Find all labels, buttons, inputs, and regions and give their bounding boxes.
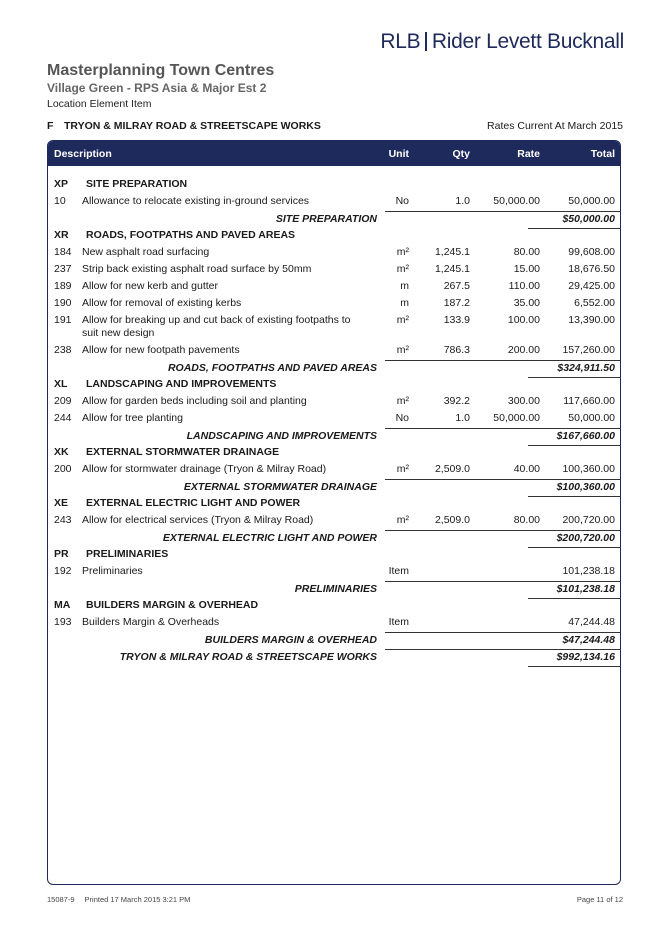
item-code: 189 (54, 280, 72, 292)
page-footer (47, 895, 623, 904)
subtotal-rule (528, 530, 621, 531)
subtotal-rule (528, 211, 621, 212)
location-heading: Location Element Item (47, 98, 152, 110)
group-title: LANDSCAPING AND IMPROVEMENTS (86, 378, 277, 390)
group-code: XP (54, 178, 69, 190)
item-unit: m² (396, 314, 409, 326)
subtotal-label: EXTERNAL ELECTRIC LIGHT AND POWER (162, 532, 377, 544)
item-code: 244 (54, 412, 72, 424)
item-code: 193 (54, 616, 72, 628)
group-code: XL (54, 378, 68, 390)
item-total: 29,425.00 (568, 280, 615, 292)
subtotal-value: $167,660.00 (556, 430, 615, 442)
subtotal-underline (528, 445, 621, 446)
grand-total-underline (528, 666, 621, 667)
item-unit: No (395, 195, 409, 207)
item-total: 101,238.18 (562, 565, 615, 577)
item-unit: m (400, 280, 409, 292)
subtotal-rule (528, 632, 621, 633)
section-code: F (47, 120, 54, 132)
group-title: SITE PREPARATION (86, 178, 188, 190)
item-total: 50,000.00 (568, 195, 615, 207)
item-description-line2: suit new design (82, 327, 155, 339)
item-rate: 35.00 (513, 297, 540, 309)
item-code: 191 (54, 314, 72, 326)
col-qty: Qty (452, 148, 470, 160)
item-description: Allow for new kerb and gutter (82, 280, 218, 292)
subtotal-rule (528, 360, 621, 361)
subtotal-value: $324,911.50 (557, 362, 615, 374)
subtotal-value: $101,238.18 (556, 583, 615, 595)
col-description: Description (54, 148, 112, 160)
item-unit: m (400, 297, 409, 309)
section-title: TRYON & MILRAY ROAD & STREETSCAPE WORKS (64, 120, 321, 132)
item-rate: 40.00 (513, 463, 540, 475)
footer-page: Page 11 of 12 (576, 895, 623, 904)
item-description: Allow for electrical services (Tryon & Milray Road) (82, 514, 314, 526)
item-unit: Item (388, 565, 409, 577)
item-code: 200 (54, 463, 72, 475)
item-unit: Item (388, 616, 409, 628)
col-rate: Rate (517, 148, 540, 160)
footer-printed: Printed 17 March 2015 3:21 PM (84, 895, 191, 904)
item-qty: 1,245.1 (434, 246, 470, 258)
item-description: Allowance to relocate existing in-ground services (82, 195, 310, 207)
item-unit: m² (396, 246, 409, 258)
item-total: 13,390.00 (568, 314, 615, 326)
item-qty: 187.2 (443, 297, 470, 309)
document-title: Masterplanning Town Centres (47, 62, 275, 79)
item-rate: 50,000.00 (493, 195, 540, 207)
item-rate: 100.00 (507, 314, 540, 326)
subtotal-label: LANDSCAPING AND IMPROVEMENTS (186, 430, 377, 442)
item-description: Strip back existing asphalt road surface by 50mm (82, 263, 312, 275)
item-total: 99,608.00 (568, 246, 615, 258)
item-rate: 15.00 (513, 263, 540, 275)
item-total: 47,244.48 (568, 616, 615, 628)
subtotal-label: SITE PREPARATION (275, 213, 377, 225)
item-qty: 267.5 (443, 280, 470, 292)
subtotal-rule (528, 428, 621, 429)
cost-table (47, 140, 621, 885)
item-code: 184 (54, 246, 72, 258)
item-code: 192 (54, 565, 72, 577)
subtotal-rule (528, 581, 621, 582)
item-rate: 50,000.00 (493, 412, 540, 424)
group-code: XE (54, 497, 69, 509)
item-code: 238 (54, 344, 72, 356)
grand-total-label: TRYON & MILRAY ROAD & STREETSCAPE WORKS (119, 651, 377, 663)
item-qty: 2,509.0 (434, 463, 470, 475)
subtotal-underline (528, 228, 621, 229)
rates-current: Rates Current At March 2015 (487, 120, 623, 132)
item-description: New asphalt road surfacing (82, 246, 210, 258)
item-qty: 1.0 (455, 412, 470, 424)
subtotal-label: PRELIMINARIES (294, 583, 377, 595)
subtotal-value: $100,360.00 (556, 481, 615, 493)
subtotal-underline (528, 496, 621, 497)
group-title: PRELIMINARIES (86, 548, 169, 560)
item-total: 100,360.00 (562, 463, 615, 475)
item-rate: 80.00 (513, 246, 540, 258)
section-heading (47, 120, 623, 132)
table-header (48, 141, 620, 166)
item-total: 200,720.00 (562, 514, 615, 526)
item-qty: 1,245.1 (434, 263, 470, 275)
item-qty: 2,509.0 (434, 514, 470, 526)
group-code: PR (54, 548, 69, 560)
document-subtitle: Village Green - RPS Asia & Major Est 2 (47, 81, 267, 95)
item-unit: m² (396, 395, 409, 407)
item-description-line1: Allow for breaking up and cut back of existing footpaths to (82, 314, 351, 326)
item-rate: 200.00 (507, 344, 540, 356)
logo-name: Rider Levett Bucknall (431, 30, 624, 53)
subtotal-underline (528, 377, 621, 378)
group-title: EXTERNAL STORMWATER DRAINAGE (86, 446, 280, 458)
item-code: 237 (54, 263, 72, 275)
col-total: Total (590, 148, 615, 160)
item-code: 209 (54, 395, 72, 407)
group-title: BUILDERS MARGIN & OVERHEAD (86, 599, 259, 611)
group-title: EXTERNAL ELECTRIC LIGHT AND POWER (86, 497, 301, 509)
item-unit: m² (396, 514, 409, 526)
grand-total-rule (385, 649, 594, 650)
subtotal-rule (528, 479, 621, 480)
subtotal-value: $47,244.48 (562, 634, 615, 646)
item-qty: 1.0 (455, 195, 470, 207)
subtotal-value: $50,000.00 (562, 213, 615, 225)
item-description: Preliminaries (82, 565, 143, 577)
item-description (82, 314, 351, 340)
item-total: 50,000.00 (568, 412, 615, 424)
item-rate: 300.00 (507, 395, 540, 407)
item-unit: m² (396, 263, 409, 275)
grand-total-value: $992,134.16 (556, 651, 615, 663)
item-code: 10 (54, 195, 66, 207)
logo-divider (425, 32, 427, 51)
col-unit: Unit (388, 148, 409, 160)
group-code: XK (54, 446, 69, 458)
item-total: 18,676.50 (568, 263, 615, 275)
item-unit: No (395, 412, 409, 424)
rlb-logo (380, 30, 624, 54)
item-qty: 392.2 (443, 395, 470, 407)
item-description: Allow for stormwater drainage (Tryon & Milray Road) (82, 463, 327, 475)
group-code: XR (54, 229, 69, 241)
item-total: 117,660.00 (563, 395, 615, 407)
item-description: Builders Margin & Overheads (82, 616, 220, 628)
subtotal-underline (528, 547, 621, 548)
item-rate: 80.00 (513, 514, 540, 526)
item-code: 243 (54, 514, 72, 526)
item-description: Allow for removal of existing kerbs (82, 297, 242, 309)
item-total: 6,552.00 (574, 297, 615, 309)
footer-ref: 15087-9 (47, 895, 75, 904)
group-code: MA (54, 599, 71, 611)
item-qty: 133.9 (443, 314, 470, 326)
subtotal-label: EXTERNAL STORMWATER DRAINAGE (183, 481, 377, 493)
item-description: Allow for new footpath pavements (82, 344, 240, 356)
item-code: 190 (54, 297, 72, 309)
subtotal-label: BUILDERS MARGIN & OVERHEAD (204, 634, 377, 646)
item-description: Allow for garden beds including soil and planting (82, 395, 307, 407)
item-rate: 110.00 (508, 280, 540, 292)
item-unit: m² (396, 344, 409, 356)
subtotal-label: ROADS, FOOTPATHS AND PAVED AREAS (167, 362, 377, 374)
item-description: Allow for tree planting (82, 412, 183, 424)
group-title: ROADS, FOOTPATHS AND PAVED AREAS (86, 229, 296, 241)
item-total: 157,260.00 (562, 344, 615, 356)
item-qty: 786.3 (443, 344, 470, 356)
subtotal-value: $200,720.00 (556, 532, 615, 544)
logo-rlb: RLB (380, 30, 421, 53)
item-unit: m² (396, 463, 409, 475)
subtotal-underline (528, 598, 621, 599)
